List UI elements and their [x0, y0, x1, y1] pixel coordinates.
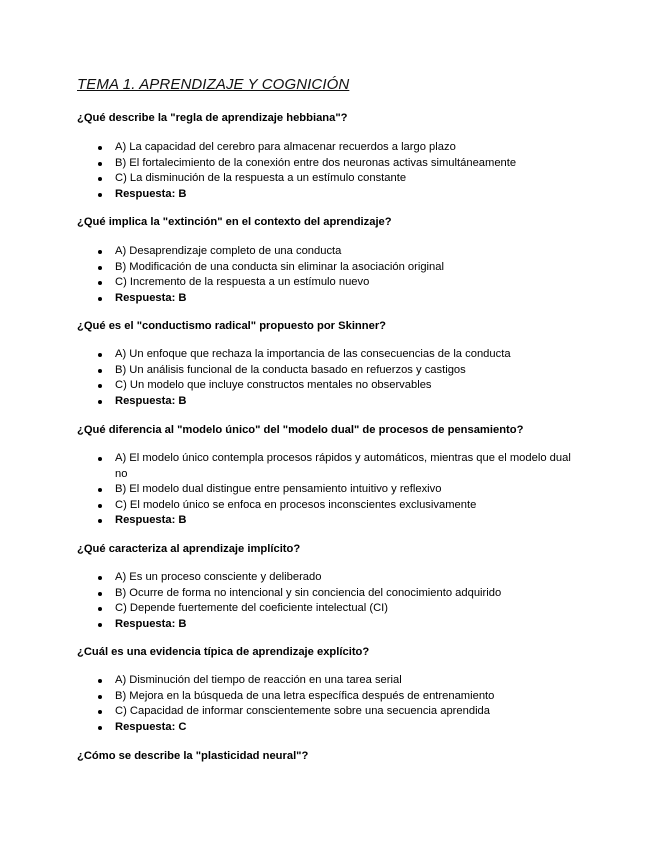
- answer: Respuesta: C: [0, 720, 585, 736]
- options-list-5: [0, 570, 585, 632]
- option-b: B) Ocurre de forma no intencional y sin conciencia del conocimiento adquirido: [0, 586, 585, 602]
- option-c: C) La disminución de la respuesta a un estímulo constante: [0, 171, 585, 187]
- answer: Respuesta: B: [0, 187, 585, 203]
- option-a: A) Desaprendizaje completo de una conducta: [0, 244, 585, 260]
- options-list-6: [0, 673, 585, 735]
- option-a: A) Un enfoque que rechaza la importancia de las consecuencias de la conducta: [0, 347, 585, 363]
- option-a: A) Es un proceso consciente y deliberado: [0, 570, 585, 586]
- options-list-4: [0, 451, 585, 529]
- options-list-2: [0, 244, 585, 306]
- option-b: B) El modelo dual distingue entre pensamiento intuitivo y reflexivo: [0, 482, 585, 498]
- option-b: B) Mejora en la búsqueda de una letra específica después de entrenamiento: [0, 689, 585, 705]
- option-c: C) El modelo único se enfoca en procesos inconscientes exclusivamente: [0, 498, 585, 514]
- options-list-3: [0, 347, 585, 409]
- answer: Respuesta: B: [0, 513, 585, 529]
- question-2: ¿Qué implica la "extinción" en el contexto del aprendizaje?: [77, 216, 392, 228]
- option-a: A) Disminución del tiempo de reacción en una tarea serial: [0, 673, 585, 689]
- options-list-1: [0, 140, 585, 202]
- question-6: ¿Cuál es una evidencia típica de aprendizaje explícito?: [77, 646, 370, 658]
- question-3: ¿Qué es el "conductismo radical" propuesto por Skinner?: [77, 320, 387, 332]
- option-c: C) Incremento de la respuesta a un estímulo nuevo: [0, 275, 585, 291]
- question-1: ¿Qué describe la "regla de aprendizaje hebbiana"?: [77, 112, 348, 124]
- question-7: ¿Cómo se describe la "plasticidad neural"?: [77, 750, 309, 762]
- option-c: C) Capacidad de informar conscientemente sobre una secuencia aprendida: [0, 704, 585, 720]
- document-title: TEMA 1. APRENDIZAJE Y COGNICIÓN: [77, 76, 350, 93]
- question-4: ¿Qué diferencia al "modelo único" del "modelo dual" de procesos de pensamiento?: [77, 424, 524, 436]
- option-a: A) La capacidad del cerebro para almacenar recuerdos a largo plazo: [0, 140, 585, 156]
- option-c: C) Depende fuertemente del coeficiente intelectual (CI): [0, 601, 585, 617]
- answer: Respuesta: B: [0, 291, 585, 307]
- answer: Respuesta: B: [0, 617, 585, 633]
- option-a: A) El modelo único contempla procesos rápidos y automáticos, mientras que el modelo dual no: [0, 451, 585, 482]
- answer: Respuesta: B: [0, 394, 585, 410]
- option-c: C) Un modelo que incluye constructos mentales no observables: [0, 378, 585, 394]
- question-5: ¿Qué caracteriza al aprendizaje implícito?: [77, 543, 301, 555]
- option-b: B) Un análisis funcional de la conducta basado en refuerzos y castigos: [0, 363, 585, 379]
- option-b: B) El fortalecimiento de la conexión entre dos neuronas activas simultáneamente: [0, 156, 585, 172]
- option-b: B) Modificación de una conducta sin eliminar la asociación original: [0, 260, 585, 276]
